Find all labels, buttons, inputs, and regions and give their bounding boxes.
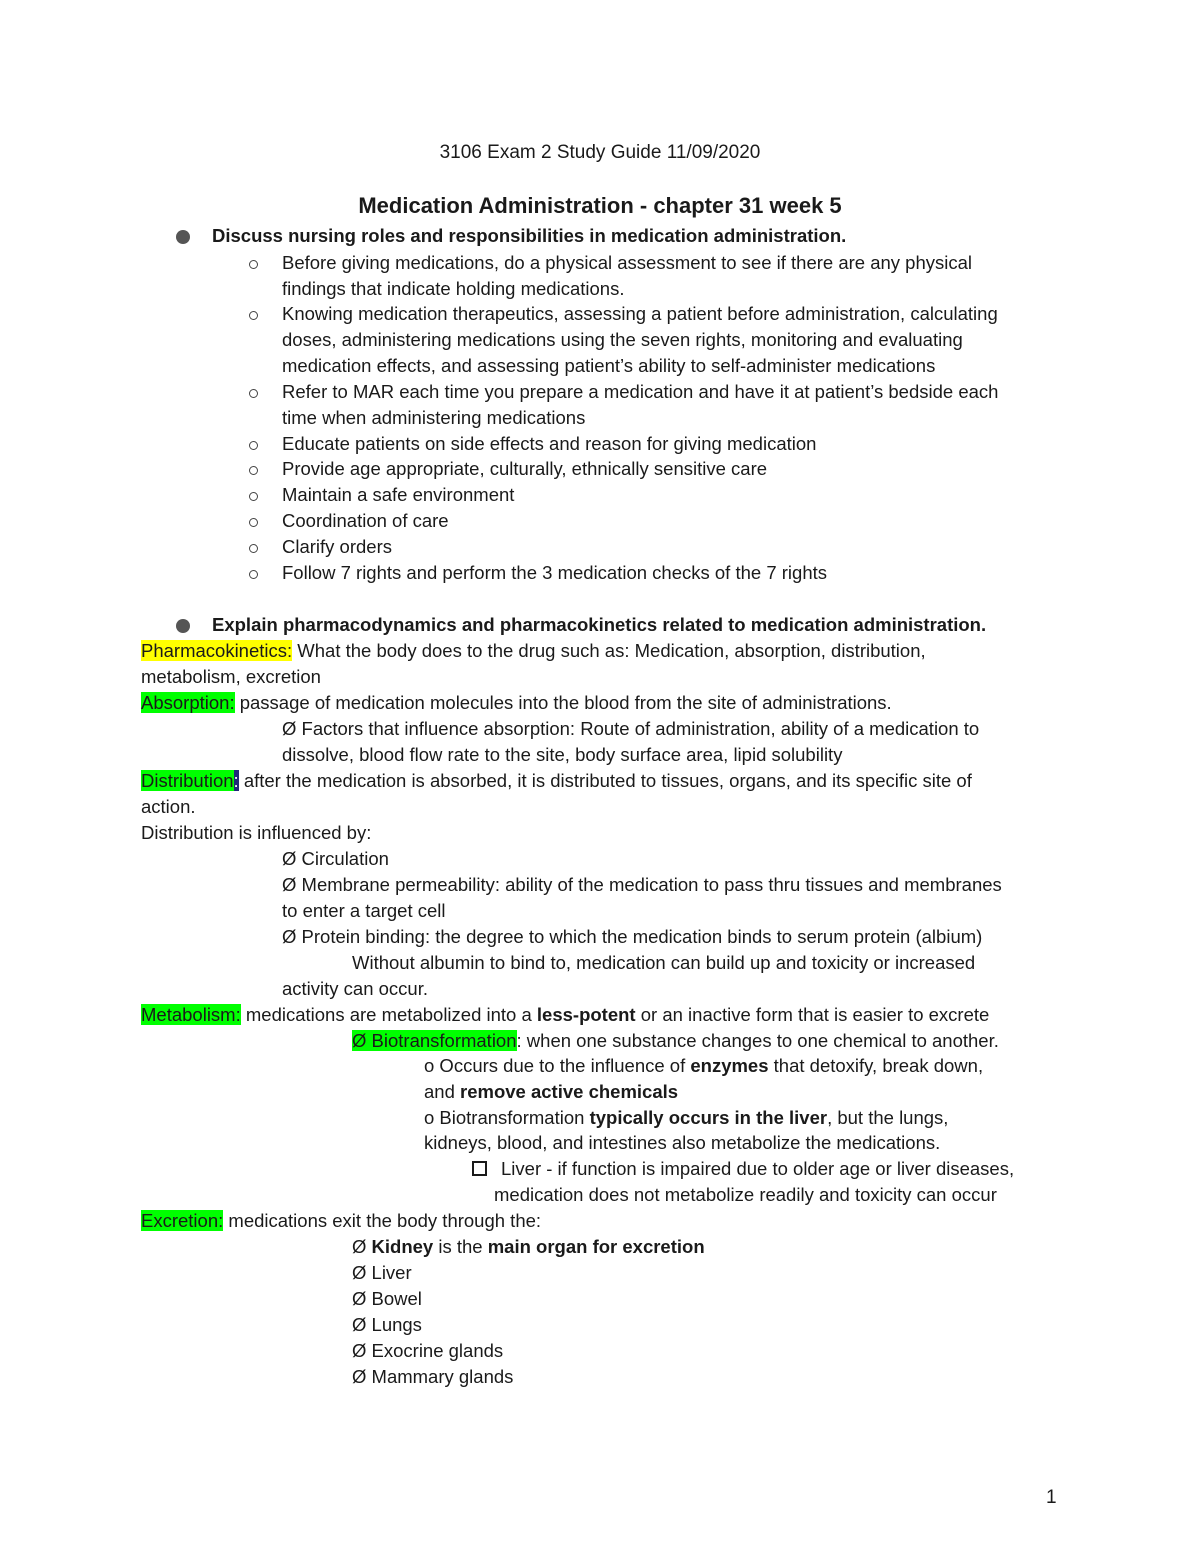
roles-list-item: Maintain a safe environment — [282, 484, 515, 505]
distribution-label: Distribution — [141, 770, 234, 791]
bio-liver-line — [424, 1105, 948, 1131]
bio-enzymes-bold: enzymes — [690, 1055, 769, 1076]
excretion-kidney-b: is the — [433, 1236, 488, 1257]
excretion-organ-item: Ø Liver — [352, 1262, 412, 1283]
hollow-circle-bullet-icon — [249, 492, 258, 501]
bio-enzymes-a: o Occurs due to the influence of — [424, 1055, 691, 1076]
distribution-membrane-1: Ø Membrane permeability: ability of the medication to pass thru tissues and membranes — [282, 874, 1002, 895]
roles-list-item: Educate patients on side effects and reason for giving medication — [282, 433, 817, 454]
liver-note-text: Liver - if function is impaired due to older age or liver diseases, — [501, 1158, 1015, 1179]
bio-enzymes-b: that detoxify, break down, — [768, 1055, 984, 1076]
metabolism-text-b: or an inactive form that is easier to excrete — [635, 1004, 990, 1025]
hollow-circle-bullet-icon — [249, 389, 258, 398]
excretion-line — [141, 1208, 541, 1234]
distribution-line — [141, 768, 972, 794]
distribution-membrane-2: to enter a target cell — [282, 900, 446, 921]
hollow-circle-bullet-icon — [249, 441, 258, 450]
bio-enzymes-line — [424, 1053, 983, 1079]
metabolism-text-bold: less-potent — [536, 1004, 636, 1025]
distribution-text: after the medication is absorbed, it is distributed to tissues, organs, and its specific site of — [238, 770, 972, 791]
roles-list-item: Coordination of care — [282, 510, 449, 531]
excretion-organ-item: Ø Lungs — [352, 1314, 422, 1335]
absorption-factor-1: Ø Factors that influence absorption: Route of administration, ability of a medication to — [282, 718, 980, 739]
absorption-text: passage of medication molecules into the blood from the site of administrations. — [234, 692, 892, 713]
excretion-kidney-bold2: main organ for excretion — [487, 1236, 705, 1257]
distribution-colon: : — [233, 770, 239, 791]
bullet-heading-pharmaco: Explain pharmacodynamics and pharmacokinetics related to medication administration. — [212, 614, 987, 635]
checkbox-icon — [472, 1161, 487, 1176]
bio-liver-b: , but the lungs, — [827, 1107, 949, 1128]
roles-list-item: Provide age appropriate, culturally, ethnically sensitive care — [282, 458, 768, 479]
excretion-organ-item: Ø Bowel — [352, 1288, 422, 1309]
excretion-organ-item: Ø Mammary glands — [352, 1366, 514, 1387]
excretion-kidney — [352, 1234, 705, 1260]
bio-remove-a: and — [424, 1081, 461, 1102]
liver-note-2: medication does not metabolize readily and toxicity can occur — [494, 1184, 997, 1205]
bio-liver-a: o Biotransformation — [424, 1107, 590, 1128]
absorption-label: Absorption: — [141, 692, 235, 713]
bio-liver-bold: typically occurs in the liver — [589, 1107, 828, 1128]
pk-line-1 — [141, 638, 926, 664]
liver-note-1 — [472, 1156, 1014, 1182]
bio-remove-bold: remove active chemicals — [460, 1081, 679, 1102]
pk-label: Pharmacokinetics: — [141, 640, 293, 661]
excretion-text: medications exit the body through the: — [223, 1210, 542, 1231]
metabolism-label: Metabolism: — [141, 1004, 241, 1025]
roles-list-item: Follow 7 rights and perform the 3 medication checks of the 7 rights — [282, 562, 827, 583]
metabolism-line — [141, 1002, 989, 1028]
roles-list-item: Refer to MAR each time you prepare a medication and have it at patient’s bedside each — [282, 381, 999, 402]
hollow-circle-bullet-icon — [249, 544, 258, 553]
excretion-kidney-bold: Kidney — [371, 1236, 434, 1257]
roles-list-item: doses, administering medications using the seven rights, monitoring and evaluating — [282, 329, 963, 350]
roles-list-item: time when administering medications — [282, 407, 586, 428]
bio-organs-line: kidneys, blood, and intestines also metabolize the medications. — [424, 1132, 941, 1153]
roles-list-item: findings that indicate holding medications. — [282, 278, 625, 299]
roles-list-item: Before giving medications, do a physical assessment to see if there are any physical — [282, 252, 973, 273]
hollow-circle-bullet-icon — [249, 311, 258, 320]
biotransformation-label: Ø Biotransformation — [352, 1030, 517, 1051]
absorption-line — [141, 690, 892, 716]
bullet-dot-icon — [176, 619, 190, 633]
biotransformation-text: : when one substance changes to one chemical to another. — [516, 1030, 999, 1051]
excretion-label: Excretion: — [141, 1210, 224, 1231]
excretion-organ-item: Ø Exocrine glands — [352, 1340, 504, 1361]
distribution-text-2: action. — [141, 796, 196, 817]
excretion-kidney-a: Ø — [352, 1236, 372, 1257]
bullet-heading-roles: Discuss nursing roles and responsibilities in medication administration. — [212, 225, 847, 246]
distribution-albumin-1: Without albumin to bind to, medication can build up and toxicity or increased — [352, 952, 976, 973]
roles-list-item: medication effects, and assessing patient’s ability to self-administer medications — [282, 355, 936, 376]
distribution-circulation: Ø Circulation — [282, 848, 389, 869]
page-number: 1 — [1046, 1487, 1057, 1508]
distribution-protein: Ø Protein binding: the degree to which the medication binds to serum protein (albium) — [282, 926, 983, 947]
document-title: 3106 Exam 2 Study Guide 11/09/2020 — [439, 142, 761, 163]
distribution-albumin-2: activity can occur. — [282, 978, 429, 999]
pk-line-2: metabolism, excretion — [141, 666, 321, 687]
bio-remove-line — [424, 1079, 678, 1105]
roles-list-item: Knowing medication therapeutics, assessing a patient before administration, calculating — [282, 303, 998, 324]
absorption-factor-2: dissolve, blood flow rate to the site, body surface area, lipid solubility — [282, 744, 843, 765]
biotransformation-line — [352, 1028, 999, 1054]
roles-list-item: Clarify orders — [282, 536, 392, 557]
hollow-circle-bullet-icon — [249, 518, 258, 527]
hollow-circle-bullet-icon — [249, 260, 258, 269]
section-heading: Medication Administration - chapter 31 week 5 — [358, 193, 842, 218]
hollow-circle-bullet-icon — [249, 570, 258, 579]
hollow-circle-bullet-icon — [249, 466, 258, 475]
distribution-influenced: Distribution is influenced by: — [141, 822, 372, 843]
bullet-dot-icon — [176, 230, 190, 244]
pk-text: What the body does to the drug such as: Medication, absorption, distribution, — [292, 640, 926, 661]
metabolism-text-a: medications are metabolized into a — [240, 1004, 537, 1025]
